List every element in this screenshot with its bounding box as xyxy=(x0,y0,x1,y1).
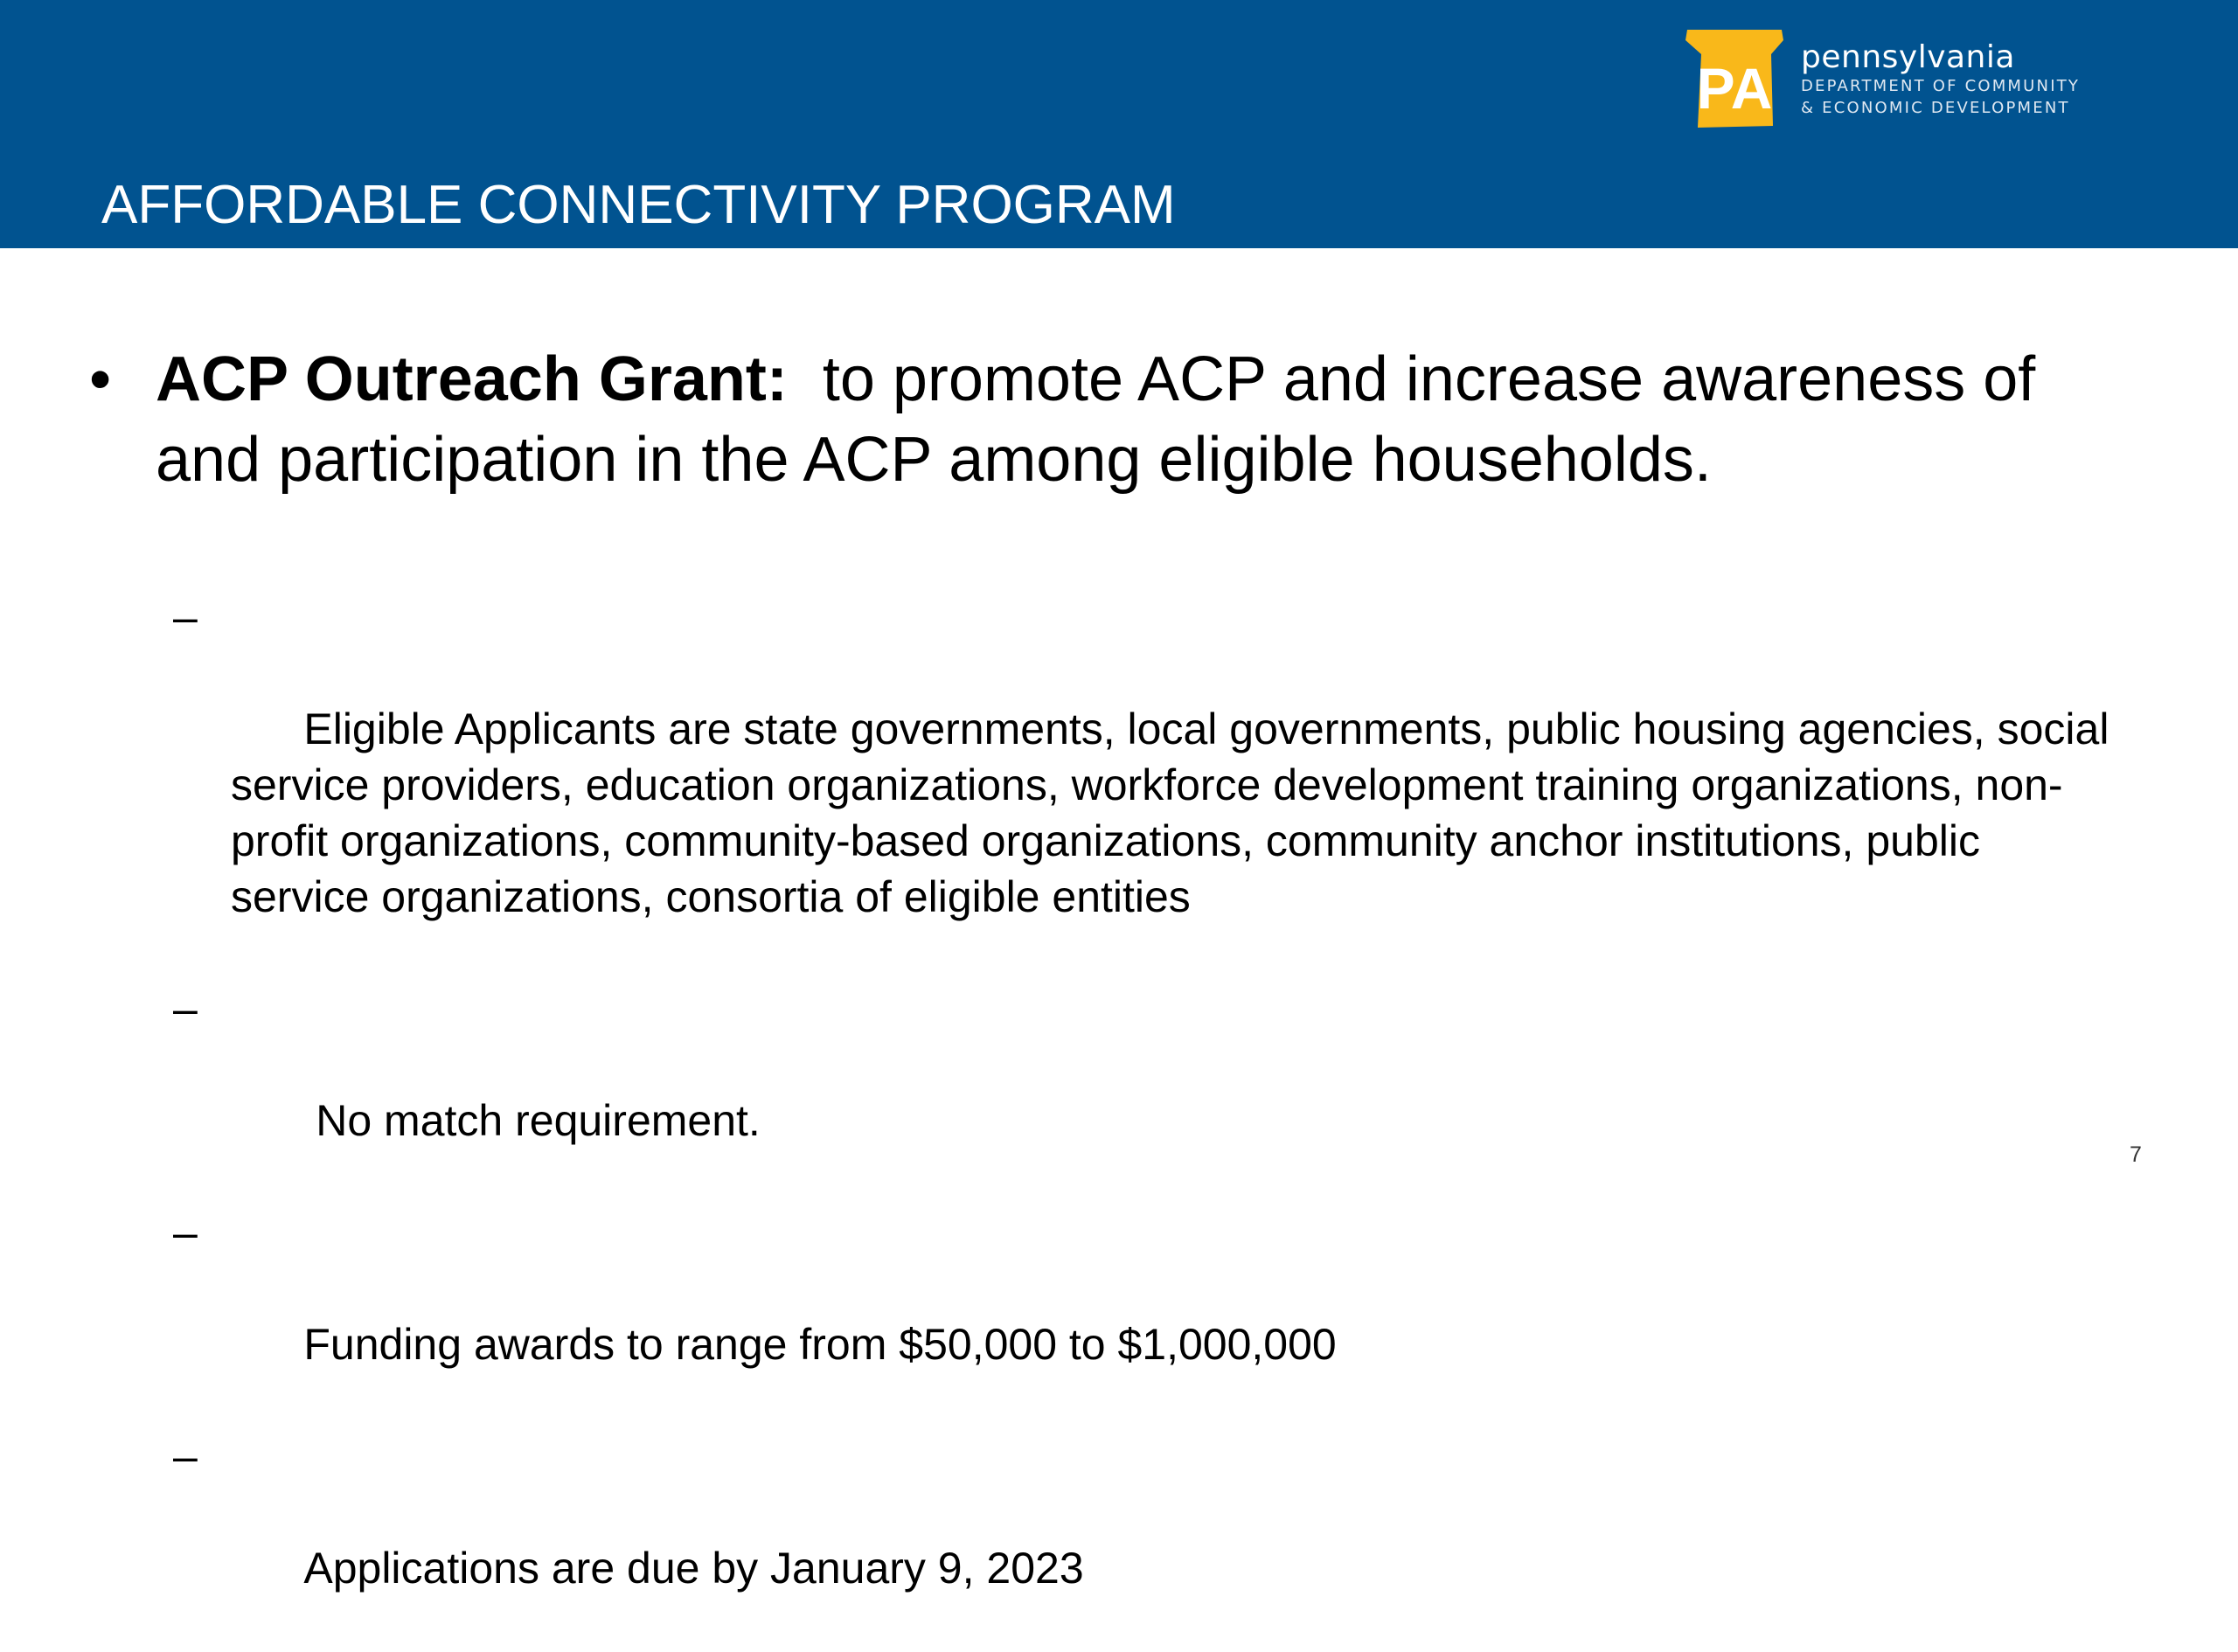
sub-bullet-item xyxy=(89,589,2122,981)
bullet-marker: • xyxy=(89,344,112,414)
bullet-lead: ACP Outreach Grant: xyxy=(156,344,788,414)
sub-bullet-list xyxy=(89,589,2122,1652)
logo-name: pennsylvania xyxy=(1801,39,2015,75)
dash-marker: – xyxy=(173,593,198,642)
slide-header xyxy=(0,0,2238,248)
bullet-text: to promote ACP and increase awareness of and participation in the ACP among eligible households. xyxy=(156,344,2036,495)
slide-title: AFFORDABLE CONNECTIVITY PROGRAM xyxy=(101,175,1176,235)
sub-bullet-text: Eligible Applicants are state governments, local governments, public housing agencies, social service providers, education organizations, workforce development training organizations, non-profit organizations, community-based organizations, community anchor institutions, public service organizations, consortia of eligible entities xyxy=(231,705,2122,921)
sub-bullet-text: No match requirement. xyxy=(303,1096,761,1145)
logo-text xyxy=(1801,40,2080,119)
logo-dept-line2: & ECONOMIC DEVELOPMENT xyxy=(1801,99,2070,117)
dash-marker: – xyxy=(173,1432,198,1481)
main-bullet xyxy=(89,339,2117,500)
dash-marker: – xyxy=(173,1208,198,1257)
sub-bullet-text: Funding awards to range from $50,000 to $1,000,000 xyxy=(303,1320,1337,1369)
sub-bullet-item xyxy=(89,1204,2117,1428)
logo-dept-line1: DEPARTMENT OF COMMUNITY xyxy=(1801,77,2081,95)
dash-marker: – xyxy=(173,984,198,1033)
keystone-icon xyxy=(1680,24,1789,129)
slide-content xyxy=(89,339,2122,1652)
sub-bullet-item xyxy=(89,981,2117,1204)
sub-bullet-item xyxy=(89,1428,2117,1652)
page-number: 7 xyxy=(2130,1142,2142,1167)
svg-text:PA: PA xyxy=(1696,56,1773,121)
sub-bullet-text: Applications are due by January 9, 2023 xyxy=(303,1544,1084,1593)
pa-dced-logo xyxy=(1680,24,2100,131)
